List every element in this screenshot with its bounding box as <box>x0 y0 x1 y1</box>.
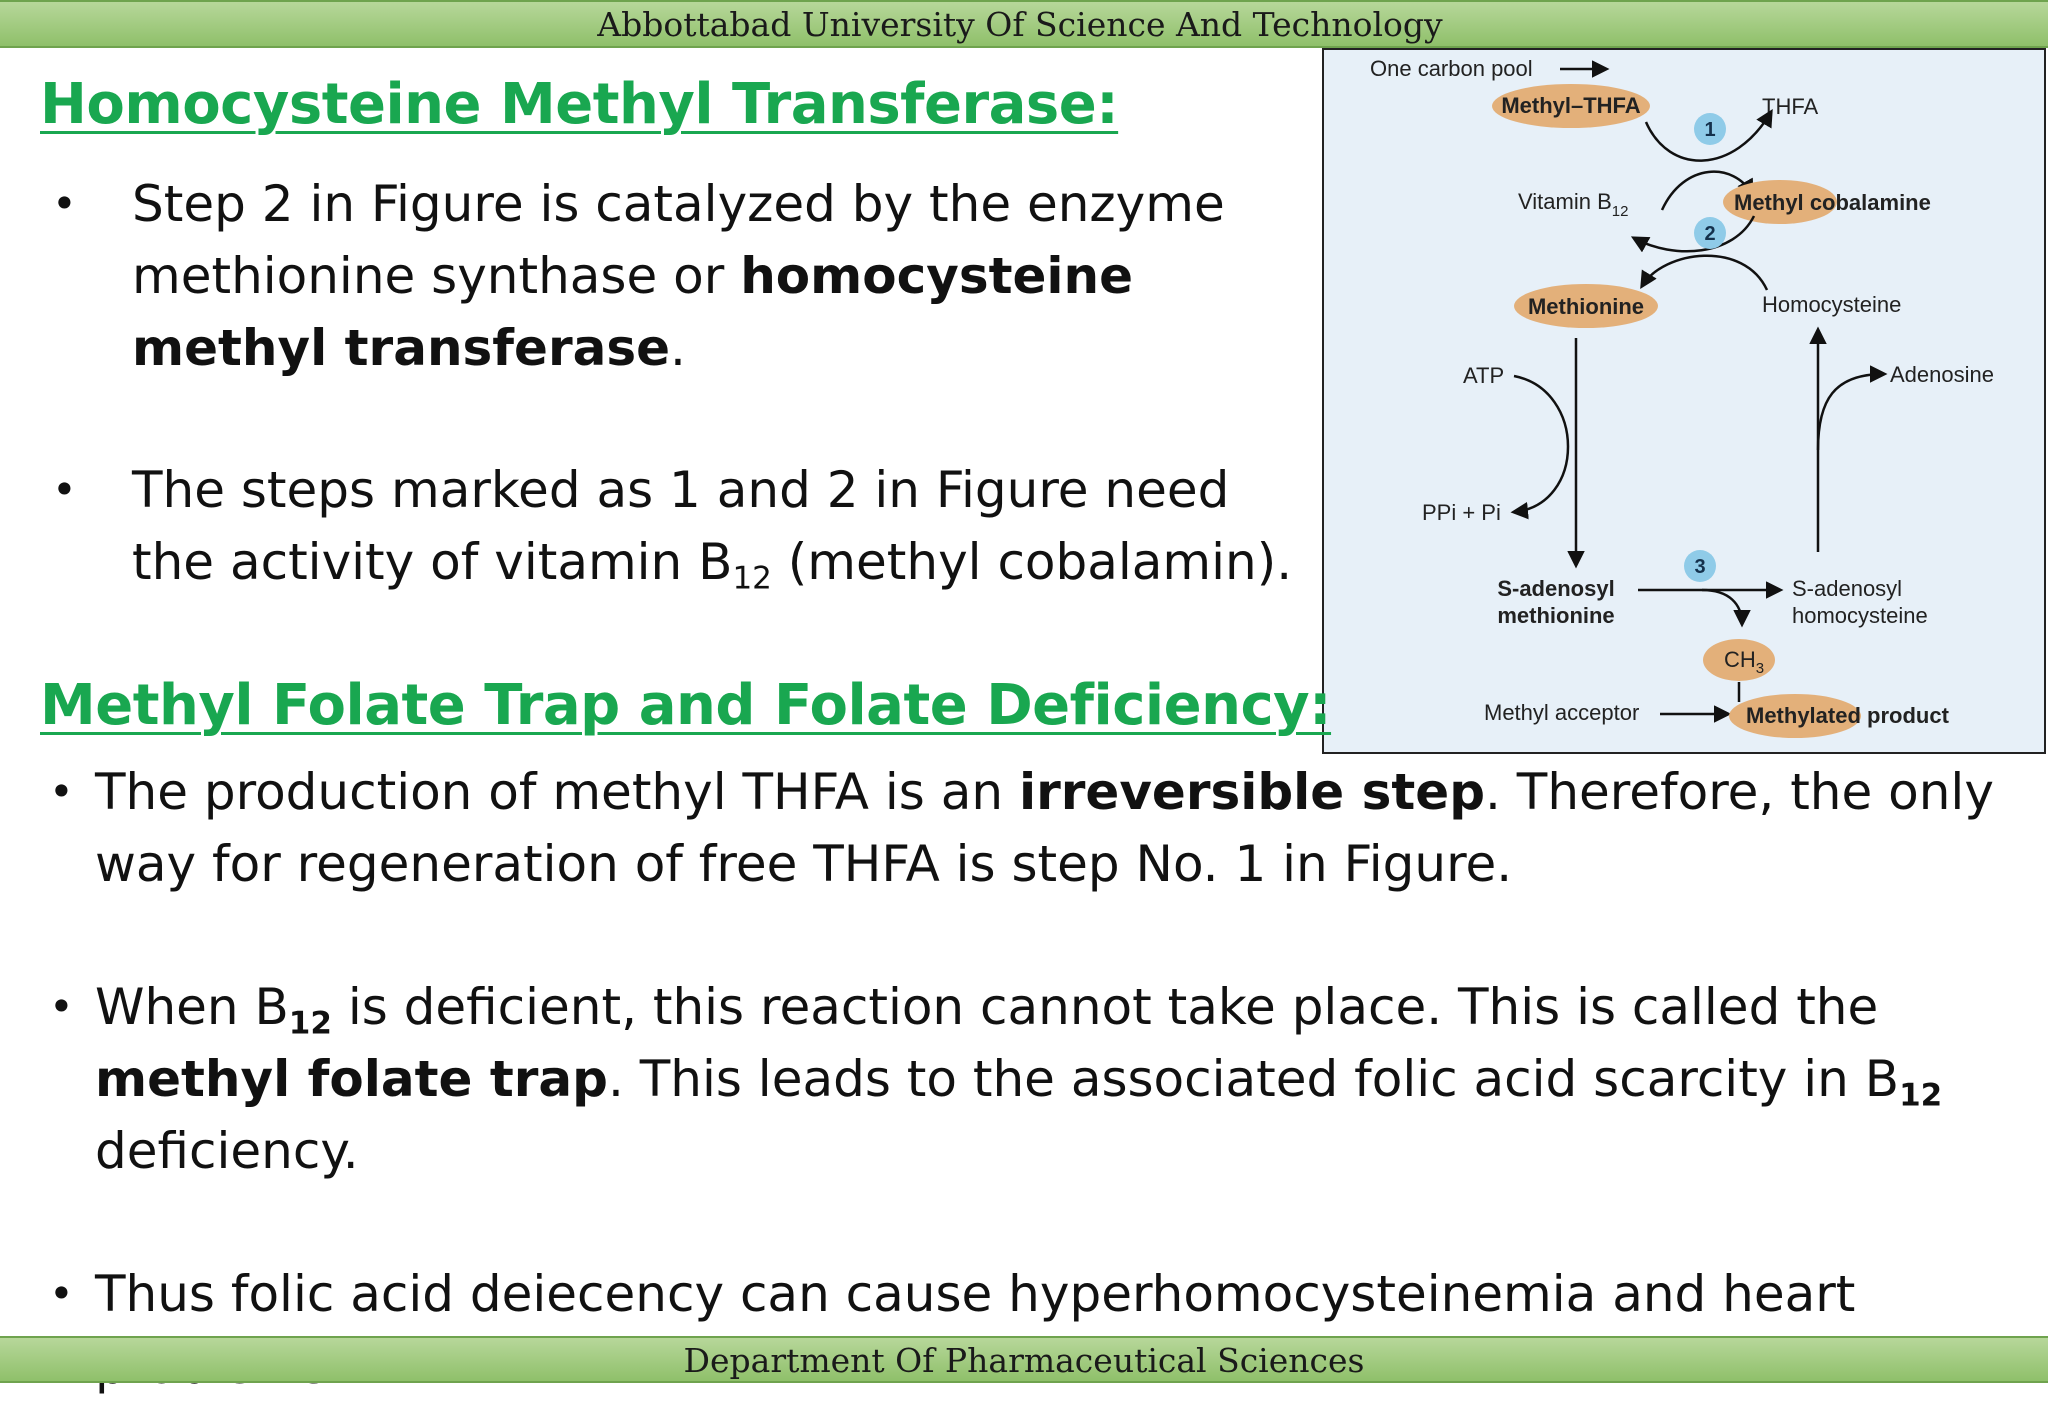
bullet-methyl-folate-trap <box>95 971 2015 1187</box>
section-title-folate-trap: Methyl Folate Trap and Folate Deficiency: <box>40 673 1332 738</box>
step1-number: 1 <box>1704 119 1716 141</box>
bullet-text: . This leads to the associated folic acid scarcity in B <box>607 1050 1900 1108</box>
vitamin-b12-label: Vitamin $B_{12}$ <box>1518 189 1629 220</box>
methyl-acceptor-label: Methyl acceptor <box>1484 700 1640 725</box>
bullet-text: . <box>670 319 686 377</box>
methionine-cycle-diagram <box>1324 50 2044 752</box>
bullet-text: . Therefore, the only way for regeneration of free THFA is step No. 1 in Figure. <box>95 763 1994 893</box>
adenosine-label: Adenosine <box>1890 362 1994 387</box>
atp-label: ATP <box>1463 363 1505 388</box>
methionine-label: Methionine <box>1527 294 1645 319</box>
bullet-bold-text: homocysteine methyl transferase <box>132 247 1134 377</box>
section2-bullets <box>95 756 2015 1402</box>
methionine-cycle-figure <box>1322 48 2046 754</box>
subscript: 12 <box>288 1005 332 1042</box>
bullet-text: Thus folic acid deiecency can cause hyperhomocysteinemia and heart <box>95 1265 1856 1323</box>
bullet-text: The steps marked as 1 and 2 in Figure need the activity of vitamin B <box>132 461 1230 591</box>
bullet-bold-text: methyl folate trap <box>95 1050 608 1108</box>
subscript: 12 <box>732 560 772 597</box>
adenosine-arrow <box>1818 374 1884 450</box>
header-band <box>0 0 2048 48</box>
institution-name: Abbottabad University Of Science And Technology <box>597 5 1443 44</box>
bullet-text: deficiency. <box>95 1122 359 1180</box>
subscript: 12 <box>1899 1077 1943 1114</box>
bullet-bold-text: irreversible step <box>1018 763 1485 821</box>
sam-label-line2: methionine <box>1497 603 1615 628</box>
step2-number: 2 <box>1704 223 1716 245</box>
methyl-thfa-label: Methyl–THFA <box>1501 93 1641 118</box>
section1-bullets <box>132 168 1312 598</box>
bullet-text: Step 2 in Figure is catalyzed by the enzyme methionine synthase or <box>132 175 1225 305</box>
bullet-text: The production of methyl THFA is an <box>95 763 1019 821</box>
sah-label-line1: S-adenosyl <box>1792 576 1903 601</box>
bullet-step2 <box>132 168 1312 384</box>
footer-band <box>0 1336 2048 1383</box>
step3-number: 3 <box>1694 556 1706 578</box>
ch3-label: $CH_3$ <box>1724 647 1765 677</box>
sah-label-line2: homocysteine <box>1792 603 1928 628</box>
methyl-cobalamine-label: Methyl cobalamine <box>1734 190 1931 215</box>
methylated-product-label: Methylated product <box>1746 703 1949 728</box>
sam-label-line1: S-adenosyl <box>1497 576 1615 601</box>
step2-upper-arrow <box>1634 216 1754 251</box>
one-carbon-pool-label: One carbon pool <box>1370 56 1533 81</box>
homocysteine-label: Homocysteine <box>1762 292 1902 317</box>
thfa-label: THFA <box>1762 94 1819 119</box>
department-name: Department Of Pharmaceutical Sciences <box>683 1341 1365 1380</box>
ch3-release-arrow <box>1702 590 1742 624</box>
bullet-text: is deficient, this reaction cannot take place. This is called the <box>331 978 1879 1036</box>
bullet-text: When B <box>95 978 289 1036</box>
atp-ppi-arrow <box>1514 376 1568 512</box>
section-title-homocysteine: Homocysteine Methyl Transferase: <box>40 72 1119 137</box>
bullet-steps-1-2 <box>132 454 1312 598</box>
ppi-label: PPi + Pi <box>1422 500 1501 525</box>
bullet-irreversible-step <box>95 756 2015 900</box>
step2-lower-arrow <box>1642 256 1767 290</box>
bullet-text: (methyl cobalamin). <box>771 533 1293 591</box>
